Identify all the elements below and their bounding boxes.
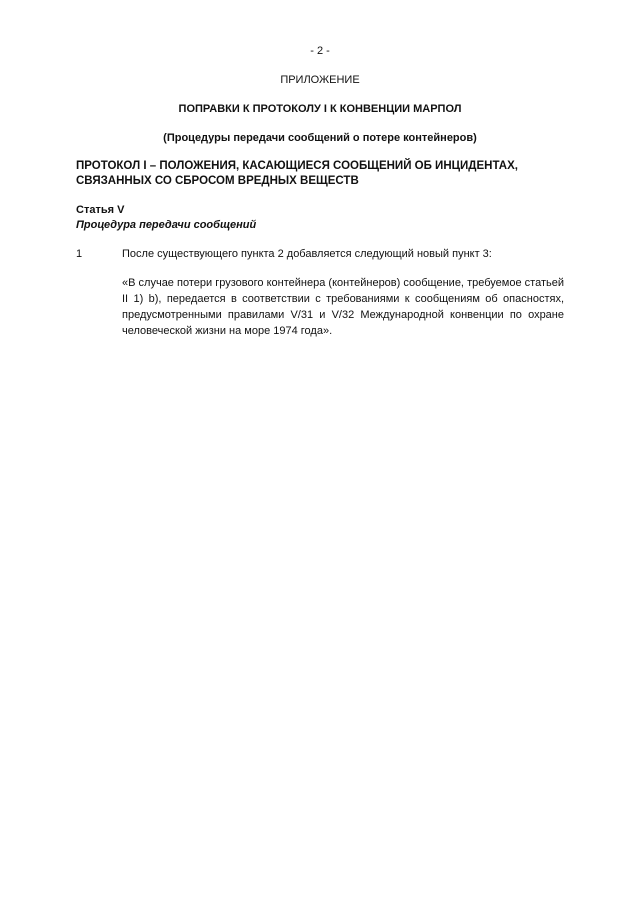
paragraph-text: После существующего пункта 2 добавляется следующий новый пункт 3:	[122, 247, 492, 260]
paragraph	[76, 247, 564, 262]
page-number: - 2 -	[310, 45, 330, 57]
document-subtitle: (Процедуры передачи сообщений о потере контейнеров)	[163, 131, 477, 144]
document-page	[76, 44, 564, 340]
protocol-heading-line2: СВЯЗАННЫХ СО СБРОСОМ ВРЕДНЫХ ВЕЩЕСТВ	[76, 175, 359, 188]
article-number: Статья V	[76, 204, 125, 217]
article-title: Процедура передачи сообщений	[76, 219, 257, 232]
annex-label: ПРИЛОЖЕНИЕ	[280, 73, 360, 86]
paragraph-number: 1	[76, 247, 83, 260]
quoted-new-paragraph: «В случае потери грузового контейнера (контейнеров) сообщение, требуемое статьей II 1) b), передается в соответствии с требованиями к сообщениям об опасностях, предусмотренными правилами V/31 и V/32 Международной конвенции по охране человеческой жизни на море 1974 года».	[122, 276, 564, 337]
document-title: ПОПРАВКИ К ПРОТОКОЛУ I К КОНВЕНЦИИ МАРПОЛ	[178, 102, 462, 115]
protocol-heading	[76, 159, 564, 189]
protocol-heading-line1: ПРОТОКОЛ I – ПОЛОЖЕНИЯ, КАСАЮЩИЕСЯ СООБЩЕНИЙ ОБ ИНЦИДЕНТАХ,	[76, 160, 518, 173]
